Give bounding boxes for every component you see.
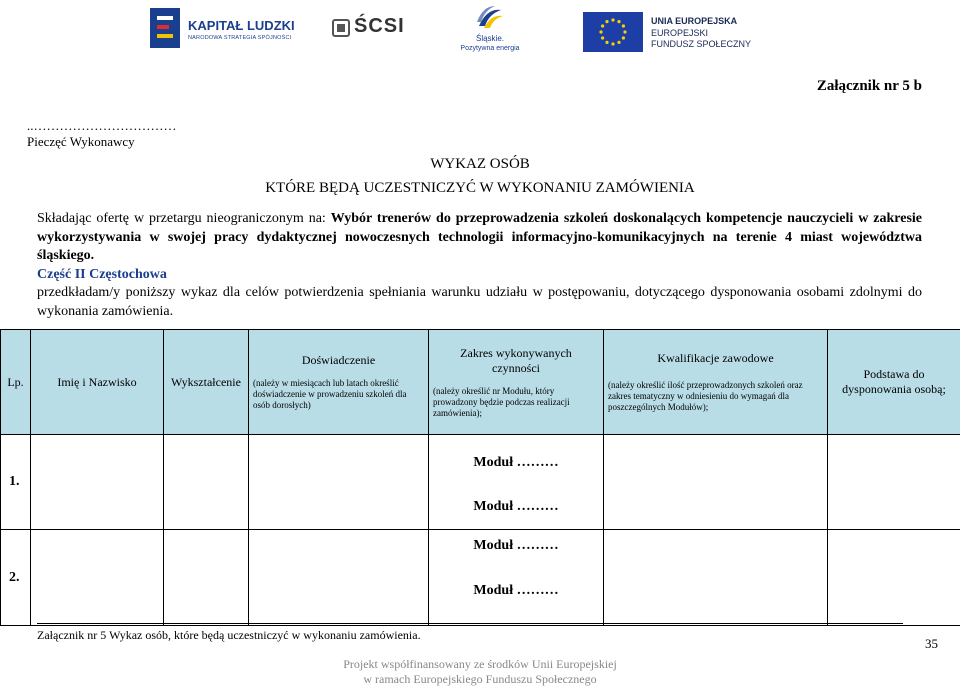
row-qualifications-cell[interactable] xyxy=(604,530,828,626)
header-scope-note: (należy określić nr Modułu, który prowadzony będzie podczas realizacji zamówienia); xyxy=(429,386,603,419)
project-line-1: Projekt współfinansowany ze środków Unii Europejskiej xyxy=(0,657,960,672)
header-experience-note: (należy w miesiącach lub latach określić doświadczenie w prowadzeniu szkoleń dla osób dorosłych) xyxy=(249,378,428,411)
intro-subject: Wybór trenerów do przeprowadzenia szkoleń doskonalących kompetencje nauczycieli w zakresie wykorzystywania w swojej pracy dydaktycznej nowoczesnych technologii informacyjno-komunikacyjnych na terenie 4 miast województwa śląskiego. xyxy=(37,211,922,263)
kapital-ludzki-name: KAPITAŁ LUDZKI xyxy=(188,18,295,33)
scsi-mark-icon xyxy=(332,19,350,37)
scsi-logo xyxy=(332,17,412,39)
header-lp: Lp. xyxy=(1,330,31,435)
header-education: Wykształcenie xyxy=(164,330,249,435)
header-scope-title: Zakres wykonywanych czynności xyxy=(429,346,603,376)
header-name: Imię i Nazwisko xyxy=(31,330,164,435)
stamp-dots: ..…………………………… xyxy=(27,118,177,134)
row-number: 2. xyxy=(1,530,31,626)
slaskie-logo xyxy=(455,4,525,56)
header-basis: Podstawa do dysponowania osobą; xyxy=(828,330,960,435)
kapital-ludzki-mark-icon xyxy=(150,8,180,48)
slaskie-line2: Pozytywna energia xyxy=(455,45,525,52)
row-experience-cell[interactable] xyxy=(249,435,429,530)
row-basis-cell[interactable] xyxy=(828,530,960,626)
table-header-row xyxy=(1,330,960,435)
scsi-name: ŚCSI xyxy=(354,15,405,38)
module-label: Moduł ……… xyxy=(429,499,603,515)
kapital-ludzki-logo xyxy=(150,8,295,48)
intro-paragraph xyxy=(37,210,922,266)
eu-line3: FUNDUSZ SPOŁECZNY xyxy=(651,39,751,49)
stamp-label: Pieczęć Wykonawcy xyxy=(27,134,135,150)
row-number: 1. xyxy=(1,435,31,530)
row-name-cell[interactable] xyxy=(31,530,164,626)
row-scope-cell[interactable] xyxy=(429,530,604,626)
footer-note: Załącznik nr 5 Wykaz osób, które będą uczestniczyć w wykonaniu zamówienia. xyxy=(37,628,421,643)
header-experience xyxy=(249,330,429,435)
header-qualifications xyxy=(604,330,828,435)
row-education-cell[interactable] xyxy=(164,530,249,626)
slaskie-line1: Śląskie. xyxy=(455,34,525,43)
header-scope xyxy=(429,330,604,435)
eu-line1: UNIA EUROPEJSKA xyxy=(651,16,737,26)
module-label: Moduł ……… xyxy=(429,455,603,471)
page-subtitle: KTÓRE BĘDĄ UCZESTNICZYĆ W WYKONANIU ZAMÓWIENIA xyxy=(0,180,960,197)
page-title: WYKAZ OSÓB xyxy=(0,156,960,173)
header-qualifications-title: Kwalifikacje zawodowe xyxy=(604,351,827,366)
intro-prefix: Składając ofertę w przetargu nieograniczonym na: xyxy=(37,211,331,226)
persons-table xyxy=(0,329,960,626)
row-experience-cell[interactable] xyxy=(249,530,429,626)
row-basis-cell[interactable] xyxy=(828,435,960,530)
row-education-cell[interactable] xyxy=(164,435,249,530)
eu-flag-icon xyxy=(583,12,643,52)
module-label: Moduł ……… xyxy=(429,538,603,554)
module-label: Moduł ……… xyxy=(429,583,603,599)
project-line-2: w ramach Europejskiego Funduszu Społecznego xyxy=(0,672,960,687)
footer-divider xyxy=(37,623,903,624)
table-row xyxy=(1,530,960,626)
row-scope-cell[interactable] xyxy=(429,435,604,530)
part-title: Część II Częstochowa xyxy=(37,267,167,283)
part-paragraph: przedkładam/y poniższy wykaz dla celów potwierdzenia spełniania warunku udziału w postępowaniu, dotyczącego dysponowania osobami zdolnymi do wykonania zamówienia. xyxy=(37,284,922,321)
table-row xyxy=(1,435,960,530)
kapital-ludzki-sub: NARODOWA STRATEGIA SPÓJNOŚCI xyxy=(188,35,291,41)
row-name-cell[interactable] xyxy=(31,435,164,530)
attachment-label: Załącznik nr 5 b xyxy=(817,78,922,95)
header-qualifications-note: (należy określić ilość przeprowadzonych szkoleń oraz zakres tematyczny w odniesieniu do wymagań dla poszczególnych Modułów); xyxy=(604,380,827,413)
eu-logo xyxy=(583,12,753,52)
header-experience-title: Doświadczenie xyxy=(249,353,428,368)
page-number: 35 xyxy=(925,636,938,652)
eu-line2: EUROPEJSKI xyxy=(651,28,708,38)
slaskie-sun-icon xyxy=(475,4,505,32)
row-qualifications-cell[interactable] xyxy=(604,435,828,530)
